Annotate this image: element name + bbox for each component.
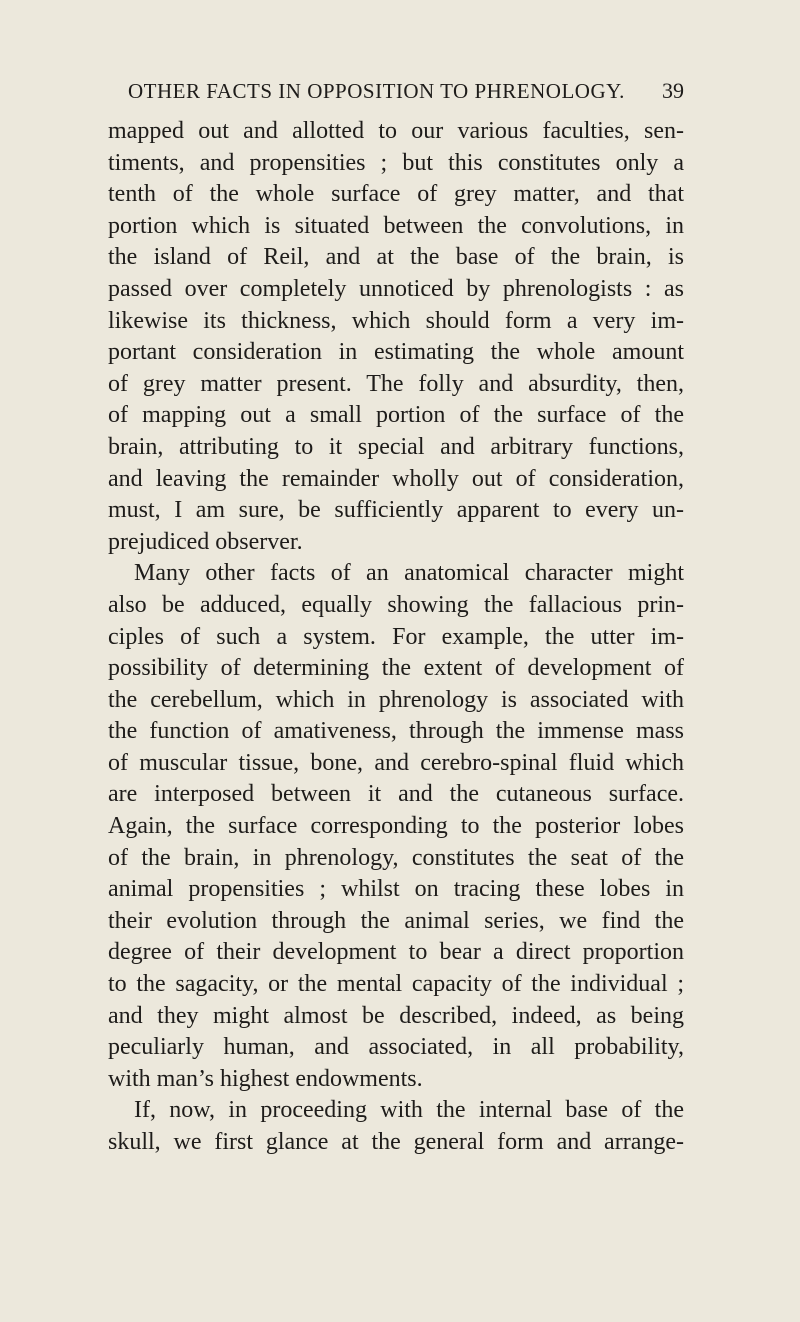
text-line: Many other facts of an anatomical character might bbox=[134, 560, 684, 587]
text-line: prejudiced observer. bbox=[108, 528, 303, 555]
text-line: of the brain, in phrenology, constitutes the seat of the bbox=[108, 844, 684, 871]
running-head bbox=[128, 76, 684, 106]
text-line: ciples of such a system. For example, the utter im- bbox=[108, 623, 684, 650]
text-line: portant consideration in estimating the whole amount bbox=[108, 339, 684, 366]
text-line: tenth of the whole surface of grey matter, and that bbox=[108, 181, 684, 208]
text-line: must, I am sure, be sufficiently apparent to every un- bbox=[108, 497, 684, 524]
text-line: timents, and propensities ; but this constitutes only a bbox=[108, 149, 684, 176]
text-line: the cerebellum, which in phrenology is associated with bbox=[108, 686, 684, 713]
text-line: animal propensities ; whilst on tracing these lobes in bbox=[108, 876, 684, 903]
running-title: OTHER FACTS IN OPPOSITION TO PHRENOLOGY. bbox=[128, 79, 625, 103]
text-line: and leaving the remainder wholly out of consideration, bbox=[108, 465, 684, 492]
page-number: 39 bbox=[662, 78, 684, 103]
text-line: likewise its thickness, which should form a very im- bbox=[108, 307, 684, 334]
text-line: of grey matter present. The folly and absurdity, then, bbox=[108, 370, 684, 397]
text-line: degree of their development to bear a direct proportion bbox=[108, 939, 684, 966]
text-line: skull, we first glance at the general form and arrange- bbox=[108, 1129, 684, 1155]
text-line: to the sagacity, or the mental capacity of the individual ; bbox=[108, 971, 684, 998]
text-line: If, now, in proceeding with the internal base of the bbox=[134, 1097, 684, 1124]
text-line: portion which is situated between the convolutions, in bbox=[108, 212, 684, 239]
text-line: also be adduced, equally showing the fallacious prin- bbox=[108, 591, 684, 618]
body-text bbox=[108, 116, 684, 1159]
text-line: are interposed between it and the cutaneous surface. bbox=[108, 781, 684, 808]
text-line: Again, the surface corresponding to the posterior lobes bbox=[108, 813, 684, 840]
text-line: their evolution through the animal series, we find the bbox=[108, 907, 684, 934]
text-line: with man’s highest endowments. bbox=[108, 1065, 423, 1092]
text-line: the function of amativeness, through the immense mass bbox=[108, 718, 684, 745]
text-line: and they might almost be described, indeed, as being bbox=[108, 1002, 684, 1029]
text-line: mapped out and allotted to our various faculties, sen- bbox=[108, 118, 684, 144]
text-line: brain, attributing to it special and arbitrary functions, bbox=[108, 433, 684, 460]
text-line: of mapping out a small portion of the surface of the bbox=[108, 402, 684, 429]
text-line: possibility of determining the extent of development of bbox=[108, 655, 684, 682]
text-line: peculiarly human, and associated, in all probability, bbox=[108, 1034, 684, 1061]
text-line: the island of Reil, and at the base of the brain, is bbox=[108, 244, 684, 271]
text-line: passed over completely unnoticed by phrenologists : as bbox=[108, 275, 684, 302]
text-line: of muscular tissue, bone, and cerebro-spinal fluid which bbox=[108, 749, 684, 776]
